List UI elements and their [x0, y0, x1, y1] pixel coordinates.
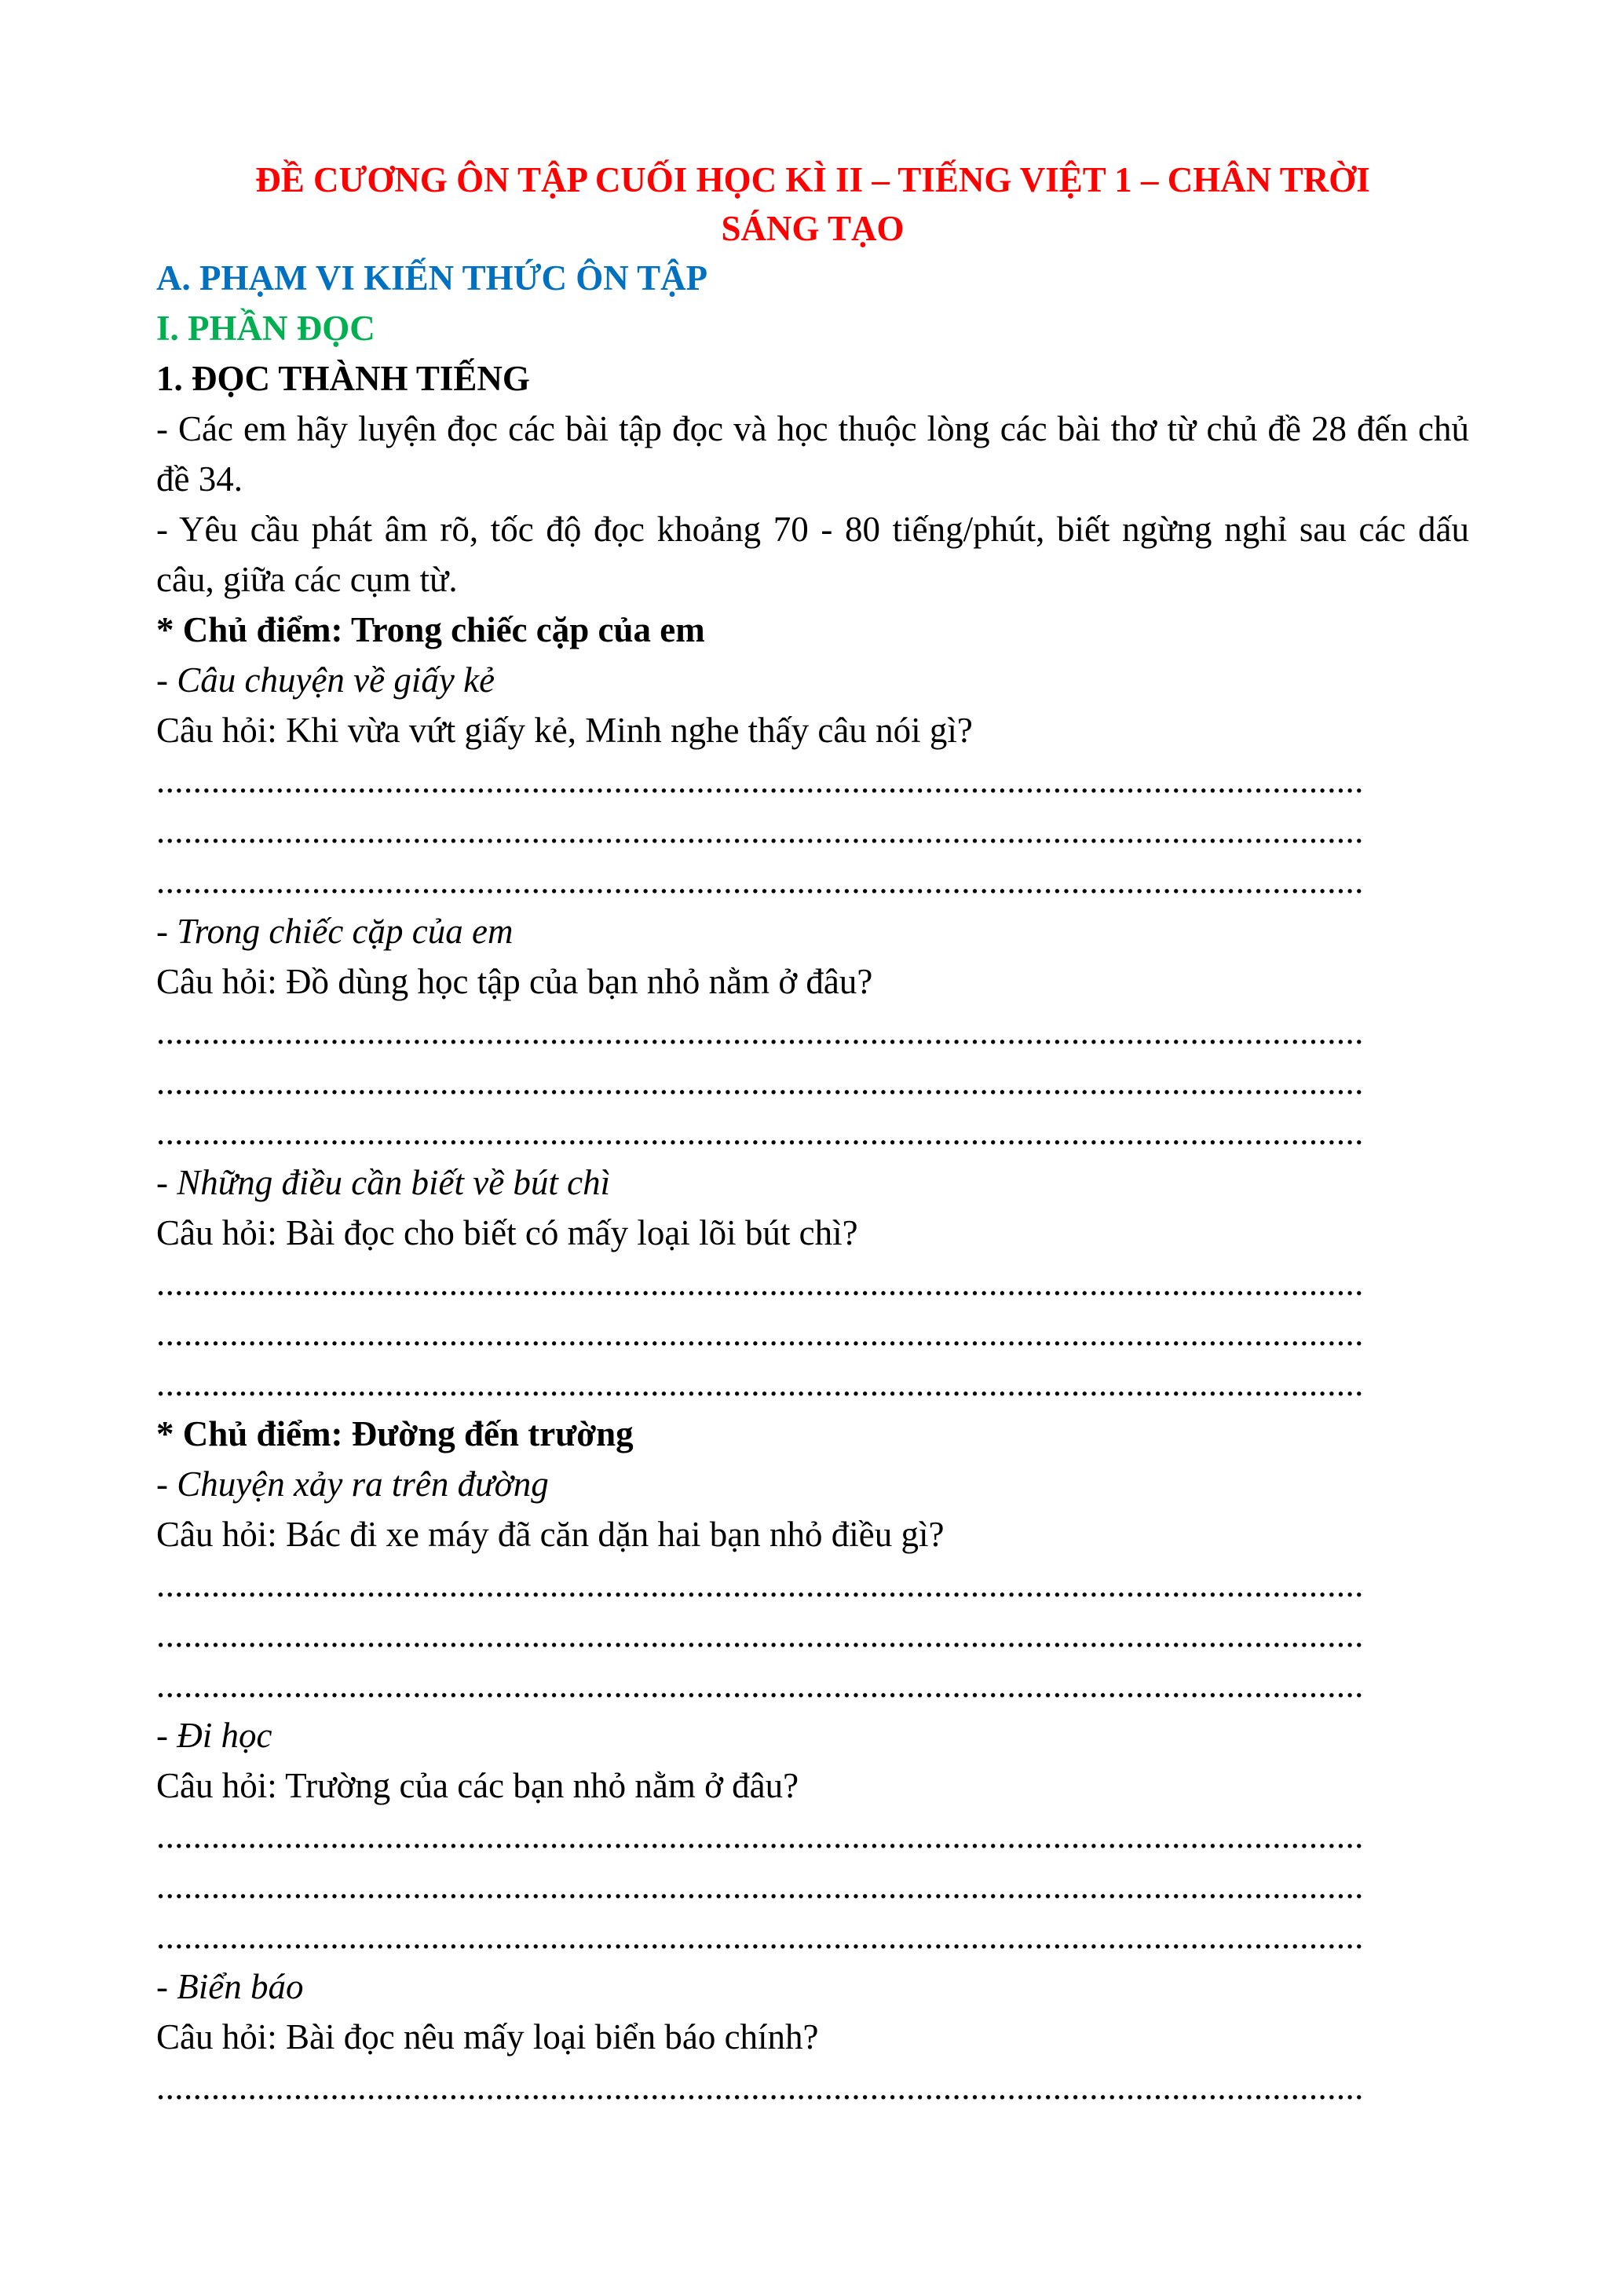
answer-line: .................................................................................................................................... [156, 1866, 1364, 1906]
lesson-title: - Câu chuyện về giấy kẻ [156, 660, 495, 700]
answer-line: .................................................................................................................................... [156, 1816, 1364, 1855]
question-text: Câu hỏi: Trường của các bạn nhỏ nằm ở đâu? [156, 1766, 799, 1805]
answer-line: .................................................................................................................................... [156, 1665, 1364, 1705]
lesson-title: - Trong chiếc cặp của em [156, 912, 514, 951]
question-text: Câu hỏi: Khi vừa vứt giấy kẻ, Minh nghe thấy câu nói gì? [156, 711, 973, 750]
answer-line: .................................................................................................................................... [156, 861, 1364, 901]
section-i-heading: I. PHẦN ĐỌC [156, 309, 375, 348]
answer-line: .................................................................................................................................... [156, 1615, 1364, 1654]
answer-line: .................................................................................................................................... [156, 1113, 1364, 1152]
answer-line: .................................................................................................................................... [156, 1364, 1364, 1403]
question-text: Câu hỏi: Bác đi xe máy đã căn dặn hai bạn nhỏ điều gì? [156, 1515, 945, 1554]
question-text: Câu hỏi: Đồ dùng học tập của bạn nhỏ nằm ở đâu? [156, 962, 873, 1001]
answer-line: .................................................................................................................................... [156, 761, 1364, 800]
answer-line: .................................................................................................................................... [156, 1565, 1364, 1604]
document-page [156, 155, 1469, 2112]
lesson-title: - Những điều cần biết về bút chì [156, 1163, 611, 1202]
title-line-1: ĐỀ CƯƠNG ÔN TẬP CUỐI HỌC KÌ II – TIẾNG VIỆT 1 – CHÂN TRỜI [255, 160, 1370, 199]
section-a-heading: A. PHẠM VI KIẾN THỨC ÔN TẬP [156, 258, 708, 298]
answer-line: .................................................................................................................................... [156, 1263, 1364, 1303]
topic-heading: * Chủ điểm: Đường đến trường [156, 1414, 634, 1453]
answer-line: .................................................................................................................................... [156, 1012, 1364, 1051]
lesson-title: - Chuyện xảy ra trên đường [156, 1464, 549, 1504]
lesson-title: - Biển báo [156, 1967, 304, 2006]
topic-heading: * Chủ điểm: Trong chiếc cặp của em [156, 610, 705, 649]
answer-line: .................................................................................................................................... [156, 811, 1364, 850]
question-text: Câu hỏi: Bài đọc nêu mấy loại biển báo chính? [156, 2017, 819, 2057]
answer-line: .................................................................................................................................... [156, 1314, 1364, 1353]
answer-line: .................................................................................................................................... [156, 2067, 1364, 2107]
question-text: Câu hỏi: Bài đọc cho biết có mấy loại lõi bút chì? [156, 1213, 858, 1252]
document-title [156, 155, 1469, 253]
answer-line: .................................................................................................................................... [156, 1917, 1364, 1956]
title-line-2: SÁNG TẠO [721, 209, 905, 248]
lesson-title: - Đi học [156, 1716, 272, 1755]
intro-paragraph-1: - Các em hãy luyện đọc các bài tập đọc và học thuộc lòng các bài thơ từ chủ đề 28 đến chủ đề 34. [156, 409, 1469, 499]
section-1-heading: 1. ĐỌC THÀNH TIẾNG [156, 359, 530, 398]
intro-paragraph-2: - Yêu cầu phát âm rõ, tốc độ đọc khoảng 70 - 80 tiếng/phút, biết ngừng nghỉ sau các dấu câu, giữa các cụm từ. [156, 510, 1469, 599]
answer-line: .................................................................................................................................... [156, 1062, 1364, 1102]
